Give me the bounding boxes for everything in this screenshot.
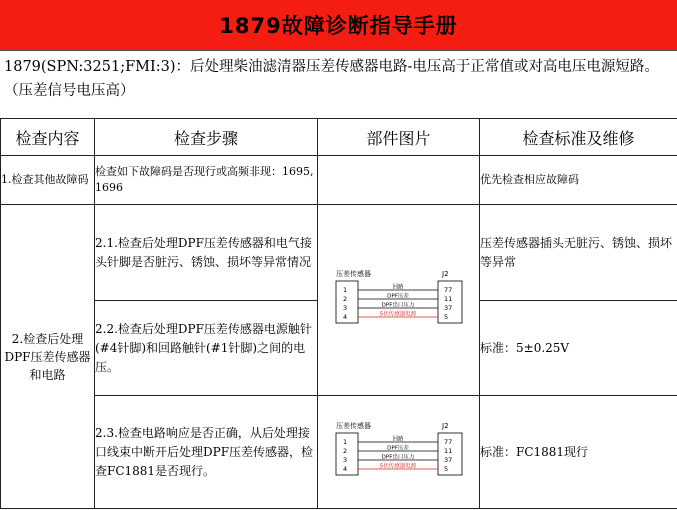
wire-label: 5伏传感器电源 — [379, 311, 416, 318]
sensor-pin-label: 3 — [342, 456, 347, 464]
sensor-label: 压差传感器 — [335, 422, 371, 430]
diagnosis-table — [0, 118, 677, 509]
wiring-diagram-cell-2 — [318, 396, 480, 509]
fault-description: 1879(SPN:3251;FMI:3)：后处理柴油滤清器压差传感器电路-电压高于正常值或对高电压电源短路。（压差信号电压高） — [4, 59, 659, 99]
connector-pin-label: 11 — [443, 447, 452, 455]
row2-standard1: 压差传感器插头无脏污、锈蚀、损坏等异常 — [480, 205, 677, 301]
table-row — [1, 205, 677, 301]
connector-pin-label: 11 — [443, 295, 452, 303]
sensor-label: 压差传感器 — [335, 270, 371, 278]
row1-standard: 优先检查相应故障码 — [480, 156, 677, 205]
row1-content: 1.检查其他故障码 — [1, 156, 95, 205]
sensor-pin-label: 1 — [342, 286, 347, 294]
header-steps: 检查步骤 — [95, 119, 318, 156]
table-row — [1, 156, 677, 205]
table-header-row — [1, 119, 677, 156]
wiring-diagram-1 — [334, 269, 464, 327]
table-row — [1, 396, 677, 509]
wire-label: 回路 — [391, 436, 404, 443]
wire-label: DPF出口压力 — [381, 454, 414, 461]
header-standard: 检查标准及维修 — [480, 119, 677, 156]
row1-picture — [318, 156, 480, 205]
connector-pin-label: 5 — [443, 313, 448, 321]
header-picture: 部件图片 — [318, 119, 480, 156]
row2-step3: 2.3.检查电路响应是否正确，从后处理接口线束中断开后处理DPF压差传感器，检查FC1881是否现行。 — [95, 396, 318, 509]
row2-content: 2.检查后处理DPF压差传感器和电路 — [1, 205, 95, 509]
wire-label: DPF压差 — [386, 293, 409, 300]
sensor-pin-label: 2 — [342, 447, 347, 455]
header-content: 检查内容 — [1, 119, 95, 156]
connector-label: J2 — [441, 270, 449, 278]
wire-label: 5伏传感器电源 — [379, 463, 416, 470]
connector-pin-label: 37 — [443, 304, 452, 312]
wire-label: DPF出口压力 — [381, 302, 414, 309]
row2-standard2: 标准：5±0.25V — [480, 301, 677, 396]
sensor-pin-label: 2 — [342, 295, 347, 303]
row2-step2: 2.2.检查后处理DPF压差传感器电源触针(#4针脚)和回路触针(#1针脚)之间的电压。 — [95, 301, 318, 396]
wiring-diagram-2 — [334, 421, 464, 479]
connector-pin-label: 37 — [443, 456, 452, 464]
sensor-pin-label: 4 — [342, 313, 347, 321]
row1-step: 检查如下故障码是否现行或高频非现：1695, 1696 — [95, 156, 318, 205]
wiring-diagram-cell-1 — [318, 205, 480, 396]
wire-label: 回路 — [391, 284, 404, 291]
connector-pin-label: 5 — [443, 465, 448, 473]
page-title: 1879故障诊断指导手册 — [0, 0, 677, 51]
connector-pin-label: 77 — [443, 286, 452, 294]
wire-label: DPF压差 — [386, 445, 409, 452]
connector-label: J2 — [441, 422, 449, 430]
sensor-pin-label: 1 — [342, 438, 347, 446]
row2-standard3: 标准：FC1881现行 — [480, 396, 677, 509]
sensor-pin-label: 3 — [342, 304, 347, 312]
sensor-pin-label: 4 — [342, 465, 347, 473]
connector-pin-label: 77 — [443, 438, 452, 446]
row2-step1: 2.1.检查后处理DPF压差传感器和电气接头针脚是否脏污、锈蚀、损坏等异常情况 — [95, 205, 318, 301]
